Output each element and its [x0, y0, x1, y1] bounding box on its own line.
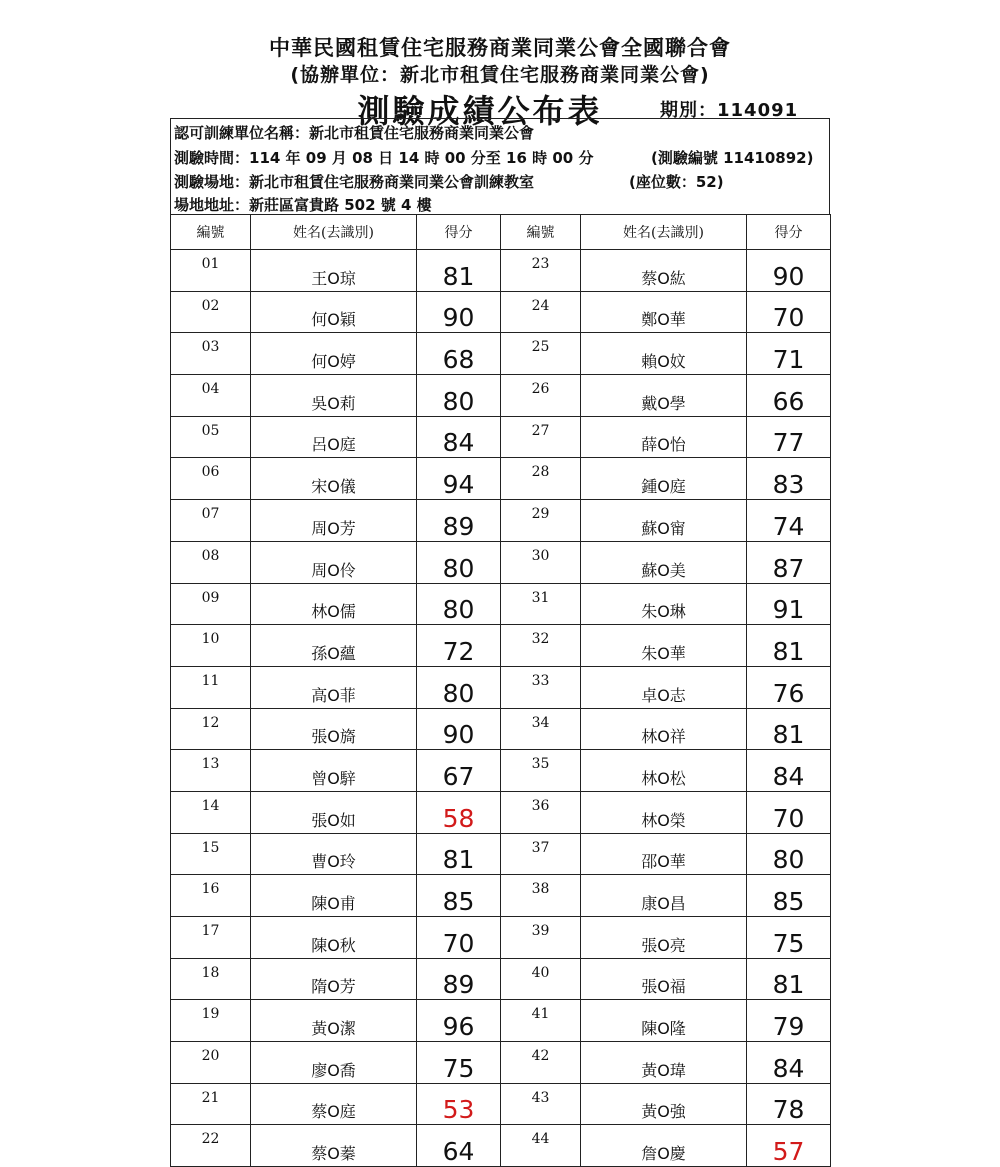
examinee-score: 70 [747, 291, 831, 333]
examinee-score: 91 [747, 583, 831, 625]
examinee-score: 81 [747, 625, 831, 667]
examinee-number: 43 [501, 1083, 581, 1125]
table-row [171, 1000, 831, 1042]
examinee-score: 84 [747, 1042, 831, 1084]
examinee-number: 36 [501, 791, 581, 833]
examinee-number: 04 [171, 375, 251, 417]
examinee-name: 林O儒 [251, 583, 417, 625]
examinee-number: 31 [501, 583, 581, 625]
examinee-number: 22 [171, 1125, 251, 1167]
table-row [171, 666, 831, 708]
examinee-score: 85 [747, 875, 831, 917]
examinee-name: 孫O蘊 [251, 625, 417, 667]
examinee-score: 71 [747, 333, 831, 375]
examinee-score: 81 [417, 833, 501, 875]
table-header-row [171, 215, 831, 250]
examinee-name: 黃O瑋 [581, 1042, 747, 1084]
examinee-name: 蔡O蓁 [251, 1125, 417, 1167]
examinee-score: 87 [747, 541, 831, 583]
col-header-score: 得分 [747, 215, 831, 250]
examinee-score: 77 [747, 416, 831, 458]
examinee-name: 何O婷 [251, 333, 417, 375]
examinee-score: 89 [417, 958, 501, 1000]
examinee-name: 蔡O紘 [581, 250, 747, 292]
examinee-name: 邵O華 [581, 833, 747, 875]
examinee-score: 84 [747, 750, 831, 792]
examinee-number: 29 [501, 500, 581, 542]
examinee-score: 74 [747, 500, 831, 542]
examinee-number: 34 [501, 708, 581, 750]
examinee-name: 薛O怡 [581, 416, 747, 458]
examinee-name: 呂O庭 [251, 416, 417, 458]
examinee-score: 72 [417, 625, 501, 667]
table-row [171, 1125, 831, 1167]
examinee-name: 林O榮 [581, 791, 747, 833]
examinee-name: 蘇O甯 [581, 500, 747, 542]
examinee-name: 陳O甫 [251, 875, 417, 917]
examinee-name: 陳O秋 [251, 917, 417, 959]
examinee-number: 30 [501, 541, 581, 583]
examinee-score: 53 [417, 1083, 501, 1125]
examinee-number: 17 [171, 917, 251, 959]
examinee-name: 張O福 [581, 958, 747, 1000]
examinee-number: 44 [501, 1125, 581, 1167]
examinee-name: 高O菲 [251, 666, 417, 708]
examinee-name: 隋O芳 [251, 958, 417, 1000]
examinee-name: 王O琼 [251, 250, 417, 292]
examinee-score: 89 [417, 500, 501, 542]
score-table [170, 214, 831, 1167]
examinee-score: 90 [417, 708, 501, 750]
examinee-number: 16 [171, 875, 251, 917]
examinee-number: 07 [171, 500, 251, 542]
examinee-number: 05 [171, 416, 251, 458]
examinee-number: 06 [171, 458, 251, 500]
examinee-number: 21 [171, 1083, 251, 1125]
examinee-number: 18 [171, 958, 251, 1000]
examinee-score: 80 [417, 666, 501, 708]
examinee-score: 80 [417, 583, 501, 625]
examinee-name: 康O昌 [581, 875, 747, 917]
examinee-number: 23 [501, 250, 581, 292]
examinee-name: 鄭O華 [581, 291, 747, 333]
table-row [171, 958, 831, 1000]
seat-count: (座位數：52) [629, 173, 724, 191]
examinee-name: 鍾O庭 [581, 458, 747, 500]
examinee-score: 79 [747, 1000, 831, 1042]
examinee-number: 12 [171, 708, 251, 750]
examinee-number: 11 [171, 666, 251, 708]
examinee-name: 朱O琳 [581, 583, 747, 625]
table-row [171, 250, 831, 292]
examinee-name: 廖O喬 [251, 1042, 417, 1084]
examinee-name: 周O芳 [251, 500, 417, 542]
examinee-score: 90 [747, 250, 831, 292]
examinee-score: 80 [747, 833, 831, 875]
examinee-number: 37 [501, 833, 581, 875]
examinee-name: 吳O莉 [251, 375, 417, 417]
table-row [171, 500, 831, 542]
period-label: 期別：114091 [660, 100, 799, 121]
examinee-score: 81 [747, 958, 831, 1000]
examinee-number: 15 [171, 833, 251, 875]
examinee-score: 76 [747, 666, 831, 708]
exam-info-box [170, 118, 830, 214]
examinee-number: 41 [501, 1000, 581, 1042]
table-row [171, 1042, 831, 1084]
examinee-score: 75 [417, 1042, 501, 1084]
examinee-name: 曾O騂 [251, 750, 417, 792]
examinee-name: 陳O隆 [581, 1000, 747, 1042]
examinee-score: 94 [417, 458, 501, 500]
training-unit: 認可訓練單位名稱：新北市租賃住宅服務商業同業公會 [174, 124, 535, 142]
examinee-score: 85 [417, 875, 501, 917]
examinee-number: 27 [501, 416, 581, 458]
examinee-name: 林O松 [581, 750, 747, 792]
examinee-name: 曹O玲 [251, 833, 417, 875]
table-row [171, 917, 831, 959]
examinee-number: 13 [171, 750, 251, 792]
table-row [171, 375, 831, 417]
table-row [171, 291, 831, 333]
examinee-name: 張O旖 [251, 708, 417, 750]
examinee-number: 33 [501, 666, 581, 708]
examinee-number: 39 [501, 917, 581, 959]
col-header-number: 編號 [171, 215, 251, 250]
examinee-score: 70 [747, 791, 831, 833]
examinee-score: 81 [417, 250, 501, 292]
col-header-score: 得分 [417, 215, 501, 250]
examinee-score: 96 [417, 1000, 501, 1042]
col-header-name: 姓名(去識別) [581, 215, 747, 250]
examinee-score: 90 [417, 291, 501, 333]
examinee-number: 40 [501, 958, 581, 1000]
exam-venue: 測驗場地：新北市租賃住宅服務商業同業公會訓練教室 [174, 173, 535, 191]
table-row [171, 541, 831, 583]
examinee-score: 68 [417, 333, 501, 375]
table-row [171, 333, 831, 375]
examinee-score: 83 [747, 458, 831, 500]
examinee-number: 42 [501, 1042, 581, 1084]
examinee-number: 10 [171, 625, 251, 667]
examinee-score: 57 [747, 1125, 831, 1167]
examinee-number: 20 [171, 1042, 251, 1084]
examinee-number: 08 [171, 541, 251, 583]
examinee-number: 24 [501, 291, 581, 333]
examinee-score: 80 [417, 375, 501, 417]
examinee-number: 14 [171, 791, 251, 833]
examinee-name: 張O亮 [581, 917, 747, 959]
examinee-number: 26 [501, 375, 581, 417]
examinee-score: 67 [417, 750, 501, 792]
examinee-name: 黃O強 [581, 1083, 747, 1125]
page-title: 測驗成績公布表 [357, 92, 603, 130]
examinee-name: 蘇O美 [581, 541, 747, 583]
examinee-name: 朱O華 [581, 625, 747, 667]
table-row [171, 625, 831, 667]
examinee-number: 38 [501, 875, 581, 917]
examinee-score: 80 [417, 541, 501, 583]
col-header-name: 姓名(去識別) [251, 215, 417, 250]
examinee-name: 周O伶 [251, 541, 417, 583]
examinee-name: 宋O儀 [251, 458, 417, 500]
examinee-number: 01 [171, 250, 251, 292]
examinee-name: 張O如 [251, 791, 417, 833]
examinee-name: 何O穎 [251, 291, 417, 333]
examinee-number: 09 [171, 583, 251, 625]
examinee-number: 02 [171, 291, 251, 333]
examinee-number: 03 [171, 333, 251, 375]
examinee-number: 32 [501, 625, 581, 667]
examinee-score: 66 [747, 375, 831, 417]
table-row [171, 458, 831, 500]
examinee-name: 賴O妏 [581, 333, 747, 375]
examinee-number: 19 [171, 1000, 251, 1042]
examinee-name: 詹O慶 [581, 1125, 747, 1167]
examinee-score: 64 [417, 1125, 501, 1167]
examinee-name: 黃O潔 [251, 1000, 417, 1042]
venue-address: 場地地址：新莊區富貴路 502 號 4 樓 [174, 196, 432, 214]
examinee-name: 卓O志 [581, 666, 747, 708]
table-row [171, 791, 831, 833]
examinee-score: 58 [417, 791, 501, 833]
col-header-number: 編號 [501, 215, 581, 250]
organization-name: 中華民國租賃住宅服務商業同業公會全國聯合會 [269, 36, 731, 60]
examinee-number: 25 [501, 333, 581, 375]
co-organizer: (協辦單位：新北市租賃住宅服務商業同業公會) [290, 64, 710, 86]
table-row [171, 875, 831, 917]
examinee-name: 戴O學 [581, 375, 747, 417]
examinee-score: 81 [747, 708, 831, 750]
table-row [171, 583, 831, 625]
examinee-score: 70 [417, 917, 501, 959]
examinee-score: 75 [747, 917, 831, 959]
exam-number: (測驗編號 11410892) [651, 149, 814, 167]
table-row [171, 750, 831, 792]
table-row [171, 416, 831, 458]
table-row [171, 708, 831, 750]
examinee-name: 林O祥 [581, 708, 747, 750]
examinee-number: 28 [501, 458, 581, 500]
examinee-score: 78 [747, 1083, 831, 1125]
table-row [171, 833, 831, 875]
table-row [171, 1083, 831, 1125]
examinee-number: 35 [501, 750, 581, 792]
examinee-name: 蔡O庭 [251, 1083, 417, 1125]
exam-time: 測驗時間：114 年 09 月 08 日 14 時 00 分至 16 時 00 分 [174, 149, 594, 167]
examinee-score: 84 [417, 416, 501, 458]
